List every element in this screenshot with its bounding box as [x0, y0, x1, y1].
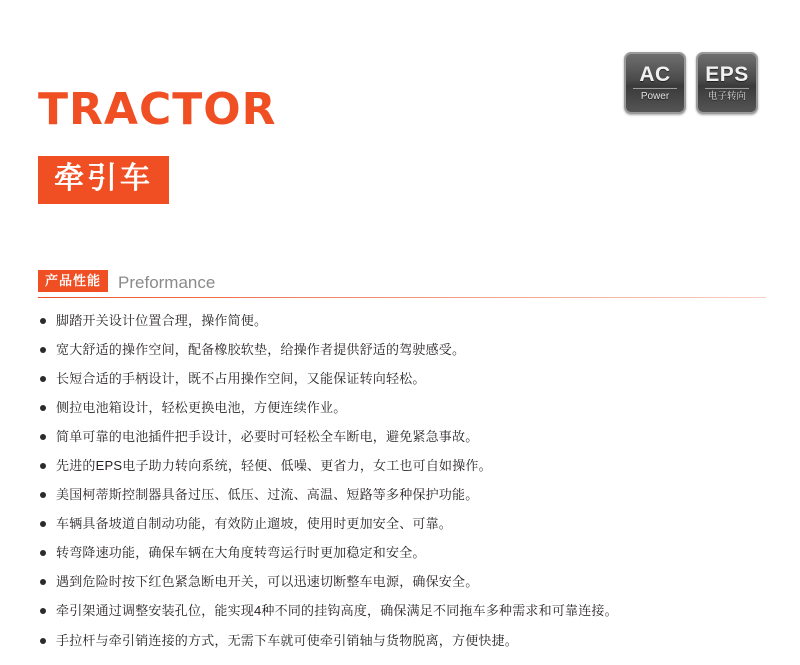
list-item — [38, 312, 766, 330]
ac-power-badge — [624, 52, 686, 114]
bullet-dot-icon — [40, 550, 46, 556]
list-item — [38, 370, 766, 388]
list-item — [38, 341, 766, 359]
bullet-dot-icon — [40, 405, 46, 411]
list-item-text: 转弯降速功能，确保车辆在大角度转弯运行时更加稳定和安全。 — [56, 545, 426, 561]
bullet-dot-icon — [40, 347, 46, 353]
performance-section — [38, 270, 766, 665]
badge-divider — [705, 88, 749, 89]
list-item-text: 车辆具备坡道自制动功能，有效防止遛坡，使用时更加安全、可靠。 — [56, 516, 453, 532]
ac-power-badge-subtitle: Power — [640, 90, 670, 102]
badge-divider — [633, 88, 677, 89]
list-item-text: 宽大舒适的操作空间，配备橡胶软垫，给操作者提供舒适的驾驶感受。 — [56, 342, 466, 358]
bullet-dot-icon — [40, 318, 46, 324]
eps-badge — [696, 52, 758, 114]
list-item — [38, 602, 766, 620]
list-item-text: 先进的EPS电子助力转向系统，轻便、低噪、更省力，女工也可自如操作。 — [56, 458, 492, 474]
list-item-text: 长短合适的手柄设计，既不占用操作空间，又能保证转向轻松。 — [56, 371, 426, 387]
list-item-text: 遇到危险时按下红色紧急断电开关，可以迅速切断整车电源，确保安全。 — [56, 574, 479, 590]
list-item-text: 侧拉电池箱设计，轻松更换电池，方便连续作业。 — [56, 400, 347, 416]
list-item-text: 手拉杆与牵引销连接的方式，无需下车就可使牵引销轴与货物脱离，方便快捷。 — [56, 632, 519, 648]
section-subtitle: Preformance — [118, 273, 216, 292]
bullet-dot-icon — [40, 608, 46, 614]
list-item — [38, 515, 766, 533]
performance-bullet-list — [38, 312, 766, 649]
bullet-dot-icon — [40, 521, 46, 527]
list-item — [38, 486, 766, 504]
bullet-dot-icon — [40, 579, 46, 585]
bullet-dot-icon — [40, 434, 46, 440]
list-item-text: 脚踏开关设计位置合理，操作简便。 — [56, 313, 268, 328]
section-header — [38, 270, 766, 298]
list-item — [38, 399, 766, 417]
page-title-chinese-tag: 牵引车 — [38, 156, 169, 204]
list-item — [38, 544, 766, 562]
page-title: TRACTOR — [38, 84, 277, 135]
list-item — [38, 428, 766, 446]
ac-power-badge-title: AC — [639, 62, 671, 86]
eps-badge-subtitle: 电子转向 — [707, 90, 746, 102]
list-item-text: 牵引架通过调整安装孔位，能实现4种不同的挂钩高度，确保满足不同拖车多种需求和可靠连接。 — [56, 603, 618, 619]
list-item-text: 美国柯蒂斯控制器具备过压、低压、过流、高温、短路等多种保护功能。 — [56, 487, 479, 503]
bullet-dot-icon — [40, 492, 46, 498]
list-item-text: 简单可靠的电池插件把手设计，必要时可轻松全车断电，避免紧急事故。 — [56, 429, 479, 445]
bullet-dot-icon — [40, 376, 46, 382]
list-item — [38, 573, 766, 591]
bullet-dot-icon — [40, 463, 46, 469]
section-tag-label: 产品性能 — [38, 270, 108, 292]
bullet-dot-icon — [40, 638, 46, 644]
certification-badges — [624, 52, 758, 114]
list-item — [38, 632, 766, 650]
list-item — [38, 457, 766, 475]
eps-badge-title: EPS — [705, 62, 749, 86]
page-title-block — [38, 84, 277, 204]
